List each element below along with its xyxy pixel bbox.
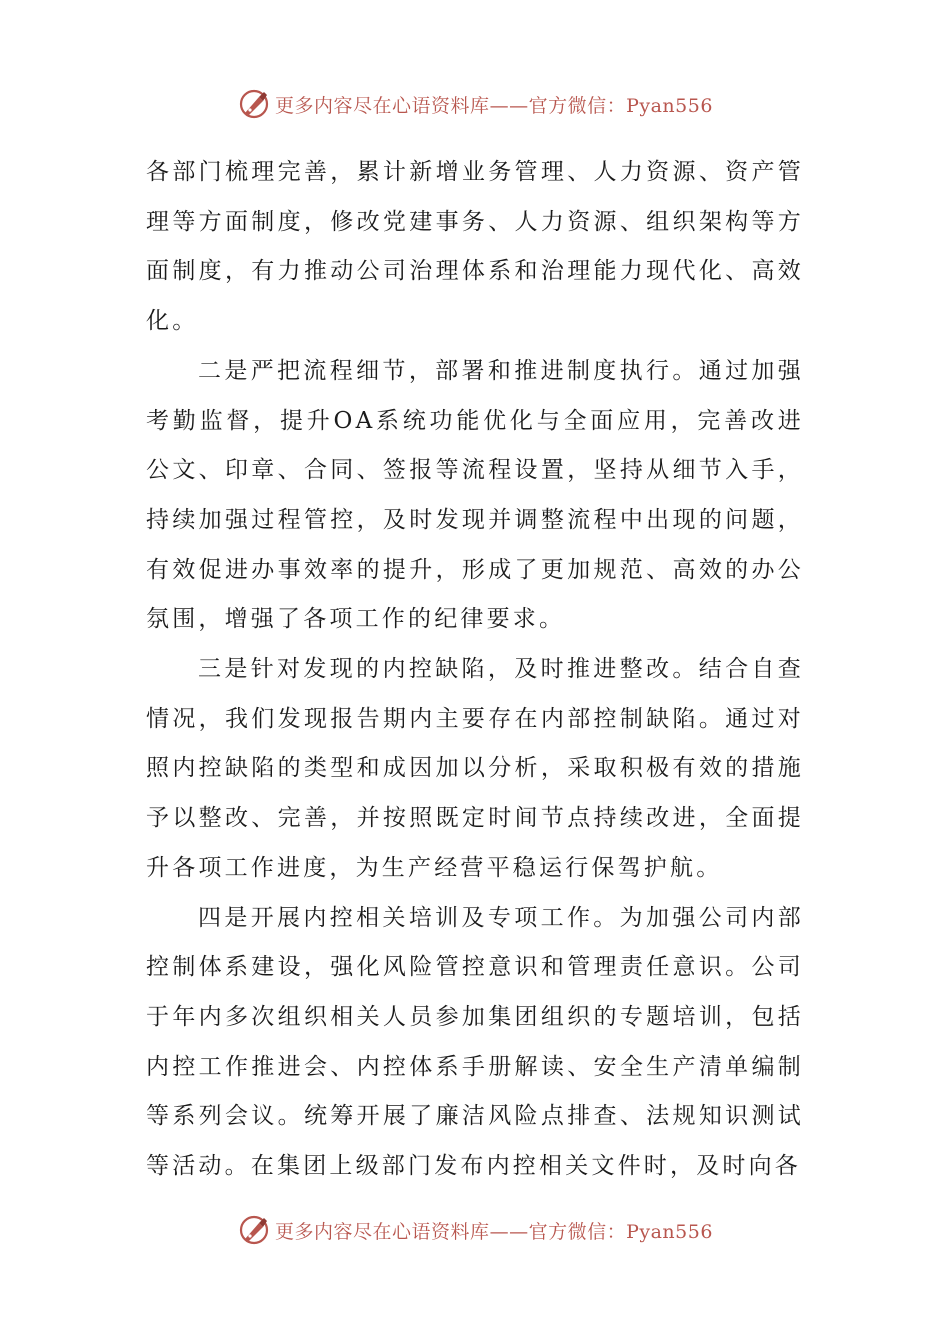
watermark-wechat-label: 官方微信： <box>528 1220 627 1243</box>
watermark-text <box>275 1217 713 1244</box>
watermark-banner-top <box>0 84 950 124</box>
watermark-wechat-label: 官方微信： <box>528 94 627 117</box>
watermark-banner-bottom <box>0 1210 950 1250</box>
watermark-wechat-id: Pyan556 <box>626 94 713 117</box>
paragraph-defect-rectification: 三是针对发现的内控缺陷，及时推进整改。结合自查情况，我们发现报告期内主要存在内部控制缺陷。通过对照内控缺陷的类型和成因加以分析，采取积极有效的措施予以整改、完善，并按照既定时间节点持续改进，全面提升各项工作进度，为生产经营平稳运行保驾护航。 <box>146 656 804 881</box>
watermark-separator: —— <box>489 94 529 117</box>
watermark-wechat-id: Pyan556 <box>626 1220 713 1243</box>
paragraph-process-details: 二是严把流程细节，部署和推进制度执行。通过加强考勤监督，提升OA系统功能优化与全面应用，完善改进公文、印章、合同、签报等流程设置，坚持从细节入手，持续加强过程管控，及时发现并调整流程中出现的问题，有效促进办事效率的提升，形成了更加规范、高效的办公氛围，增强了各项工作的纪律要求。 <box>146 357 804 633</box>
document-body <box>146 148 804 1192</box>
pen-nib-logo-icon <box>237 87 271 121</box>
watermark-text <box>275 91 713 118</box>
paragraph-training: 四是开展内控相关培训及专项工作。为加强公司内部控制体系建设，强化风险管控意识和管理责任意识。公司于年内多次组织相关人员参加集团组织的专题培训，包括内控工作推进会、内控体系手册解读、安全生产清单编制等系列会议。统筹开展了廉洁风险点排查、法规知识测试等活动。在集团上级部门发布内控相关文件时，及时向各 <box>146 904 804 1180</box>
watermark-brand: 更多内容尽在心语资料库 <box>275 94 490 117</box>
paragraph-continuation: 各部门梳理完善，累计新增业务管理、人力资源、资产管理等方面制度，修改党建事务、人力资源、组织架构等方面制度，有力推动公司治理体系和治理能力现代化、高效化。 <box>146 159 804 335</box>
watermark-brand: 更多内容尽在心语资料库 <box>275 1220 490 1243</box>
watermark-separator: —— <box>489 1220 529 1243</box>
pen-nib-logo-icon <box>237 1213 271 1247</box>
